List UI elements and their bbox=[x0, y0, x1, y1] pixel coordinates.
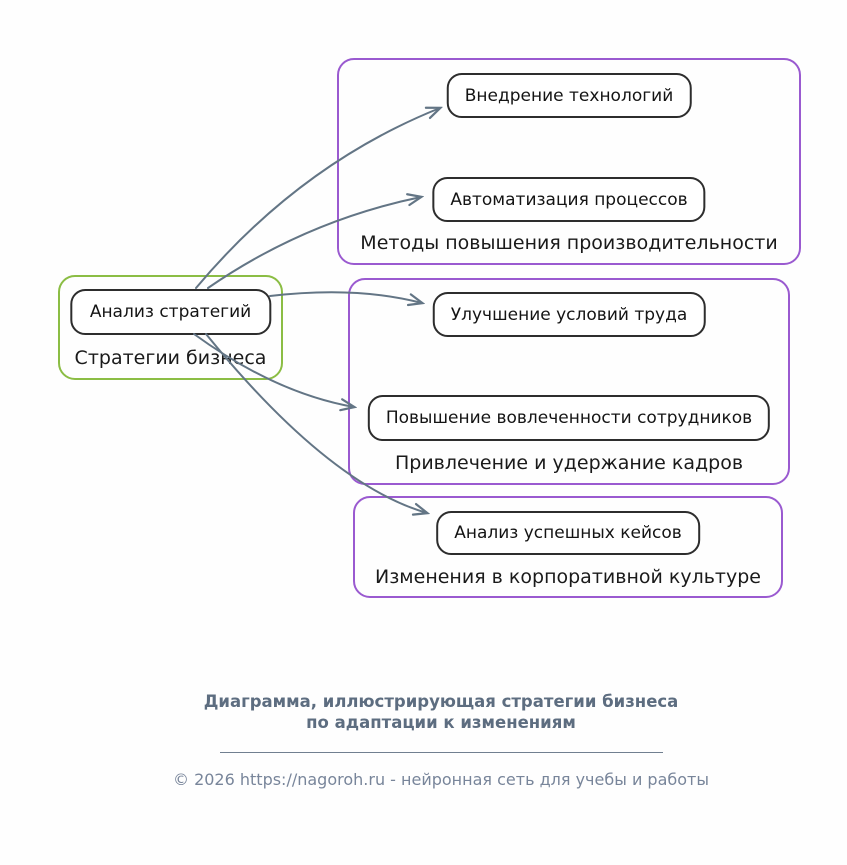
caption-line-2: по адаптации к изменениям bbox=[306, 713, 576, 732]
cluster-productivity-methods-label: Методы повышения производительности bbox=[360, 232, 778, 255]
node-working-conditions: Улучшение условий труда bbox=[433, 292, 706, 337]
cluster-staff-retention bbox=[348, 278, 790, 485]
diagram-caption bbox=[38, 691, 844, 733]
node-employee-engagement: Повышение вовлеченности сотрудников bbox=[368, 395, 770, 441]
cluster-business-strategies-label: Стратегии бизнеса bbox=[74, 347, 267, 370]
node-success-cases-analysis: Анализ успешных кейсов bbox=[436, 511, 700, 555]
node-process-automation: Автоматизация процессов bbox=[432, 177, 705, 222]
cluster-business-strategies bbox=[58, 275, 283, 380]
cluster-culture-changes bbox=[353, 496, 783, 598]
footer bbox=[38, 691, 844, 789]
divider-line bbox=[220, 752, 663, 753]
node-strategy-analysis: Анализ стратегий bbox=[70, 289, 271, 335]
node-technology-implementation: Внедрение технологий bbox=[447, 73, 692, 118]
cluster-staff-retention-label: Привлечение и удержание кадров bbox=[394, 452, 744, 475]
cluster-culture-changes-label: Изменения в корпоративной культуре bbox=[374, 566, 761, 589]
caption-line-1: Диаграмма, иллюстрирующая стратегии бизнеса bbox=[203, 692, 679, 711]
cluster-productivity-methods bbox=[337, 58, 801, 265]
copyright-text: © 2026 https://nagoroh.ru - нейронная сеть для учебы и работы bbox=[172, 770, 709, 789]
